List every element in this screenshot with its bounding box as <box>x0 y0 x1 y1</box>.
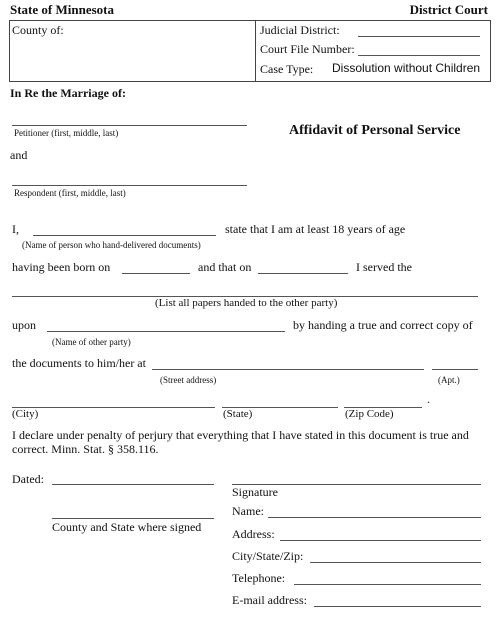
service-date-field[interactable] <box>258 273 348 274</box>
and-that-on-text: and that on <box>198 260 252 274</box>
handing-text: by handing a true and correct copy of <box>293 318 473 332</box>
file-number-label: Court File Number: <box>260 42 355 56</box>
and-text: and <box>10 148 28 162</box>
marriage-heading: In Re the Marriage of: <box>10 86 126 100</box>
petitioner-field[interactable] <box>12 125 247 126</box>
telephone-field[interactable] <box>294 584 481 585</box>
i-text: I, <box>12 222 19 236</box>
declaration-line-2: correct. Minn. Stat. § 358.116. <box>12 442 159 456</box>
street-label: (Street address) <box>160 375 217 385</box>
name-field[interactable] <box>268 517 481 518</box>
street-address-field[interactable] <box>152 369 424 370</box>
city-state-zip-field[interactable] <box>310 562 481 563</box>
declaration-line-1: I declare under penalty of perjury that everything that I have stated in this document is true and <box>12 428 469 442</box>
city-field[interactable] <box>12 407 215 408</box>
served-text: I served the <box>356 260 412 274</box>
judicial-district-label: Judicial District: <box>260 23 340 37</box>
other-party-label: (Name of other party) <box>52 337 131 347</box>
born-on-text: having been born on <box>12 260 111 274</box>
city-state-zip-label: City/State/Zip: <box>232 549 304 563</box>
county-state-field[interactable] <box>52 518 214 519</box>
judicial-district-field[interactable] <box>358 36 480 37</box>
telephone-label: Telephone: <box>232 571 286 585</box>
birth-date-field[interactable] <box>122 273 190 274</box>
apt-label: (Apt.) <box>438 375 460 385</box>
server-name-field[interactable] <box>33 235 216 236</box>
zip-label: (Zip Code) <box>345 408 394 420</box>
state-heading: State of Minnesota <box>10 2 114 17</box>
county-label: County of: <box>12 23 64 37</box>
case-type-value: Dissolution without Children <box>332 61 481 75</box>
papers-label: (List all papers handed to the other party) <box>155 297 338 309</box>
state-label: (State) <box>223 408 253 420</box>
other-party-field[interactable] <box>47 331 285 332</box>
email-label: E-mail address: <box>232 593 307 607</box>
state-that-text: state that I am at least 18 years of age <box>225 222 406 236</box>
caption-divider <box>255 20 256 82</box>
documents-at-text: the documents to him/her at <box>12 356 146 370</box>
address-field[interactable] <box>280 540 481 541</box>
court-heading: District Court <box>409 2 488 17</box>
upon-text: upon <box>12 318 36 332</box>
server-name-label: (Name of person who hand-delivered documents) <box>22 240 201 250</box>
signature-label: Signature <box>232 485 278 499</box>
address-label: Address: <box>232 527 275 541</box>
document-title: Affidavit of Personal Service <box>289 123 461 138</box>
name-label: Name: <box>232 504 264 518</box>
email-field[interactable] <box>314 606 481 607</box>
respondent-field[interactable] <box>12 185 247 186</box>
period-mark: . <box>427 392 430 406</box>
dated-label: Dated: <box>12 472 44 486</box>
respondent-label: Respondent (first, middle, last) <box>14 188 126 198</box>
case-type-label: Case Type: <box>260 62 314 76</box>
file-number-field[interactable] <box>358 55 480 56</box>
apt-field[interactable] <box>432 369 478 370</box>
city-label: (City) <box>12 408 39 420</box>
dated-field[interactable] <box>52 484 214 485</box>
county-state-label: County and State where signed <box>52 520 202 534</box>
petitioner-label: Petitioner (first, middle, last) <box>14 128 119 138</box>
